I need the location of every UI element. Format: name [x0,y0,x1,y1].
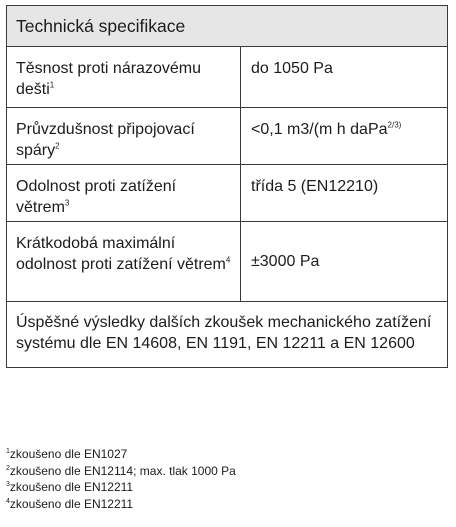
row-label-text: Těsnost proti nárazovému dešti [16,60,201,98]
row-value-text: ±3000 Pa [251,253,320,270]
footnote-number: 1 [6,448,10,455]
footnote-ref: 2 [55,141,60,151]
footnote-number: 3 [6,481,10,488]
row-value [241,108,447,164]
footnote [6,463,236,480]
row-label [7,47,241,107]
footnote-number: 2 [6,464,10,472]
footnote [6,446,236,463]
row-label-text: Krátkodobá maximální odolnost proti zatížení větrem [16,235,226,273]
footnote-text: zkoušeno dle EN12211 [9,480,134,494]
row-label-text: Odolnost proti zatížení větrem [16,178,177,216]
footnote [6,479,236,496]
table-note: Úspěšné výsledky dalších zkoušek mechanického zatížení systému dle EN 14608, EN 1191, EN 12211 a EN 12600 [16,314,432,352]
row-value [241,165,447,221]
footnote [6,496,236,513]
footnote-ref: 4 [225,255,231,265]
row-value [241,47,447,107]
row-value-text: do 1050 Pa [251,60,333,77]
row-value-text: třída 5 (EN12210) [251,178,379,195]
value-superscript: 2/3) [387,120,402,130]
table-title: Technická specifikace [7,6,447,47]
row-label [7,222,241,301]
row-value [241,222,447,301]
footnote-ref: 3 [64,198,70,208]
table-row [7,47,447,108]
row-value-text: <0,1 m3/(m h daPa [251,121,388,138]
table-row [7,222,447,302]
footnote-number: 4 [6,497,10,505]
footnotes [6,446,236,512]
footnote-text: zkoušeno dle EN1027 [9,447,128,461]
row-label [7,165,241,221]
table-row [7,108,447,165]
footnote-text: zkoušeno dle EN12114; max. tlak 1000 Pa [9,463,236,478]
row-label [7,108,241,164]
specification-table [6,5,448,368]
table-row [7,165,447,222]
footnote-ref: 1 [49,80,55,90]
row-label-text: Průvzdušnost připojovací spáry [16,121,195,159]
footnote-text: zkoušeno dle EN12211 [9,496,134,511]
